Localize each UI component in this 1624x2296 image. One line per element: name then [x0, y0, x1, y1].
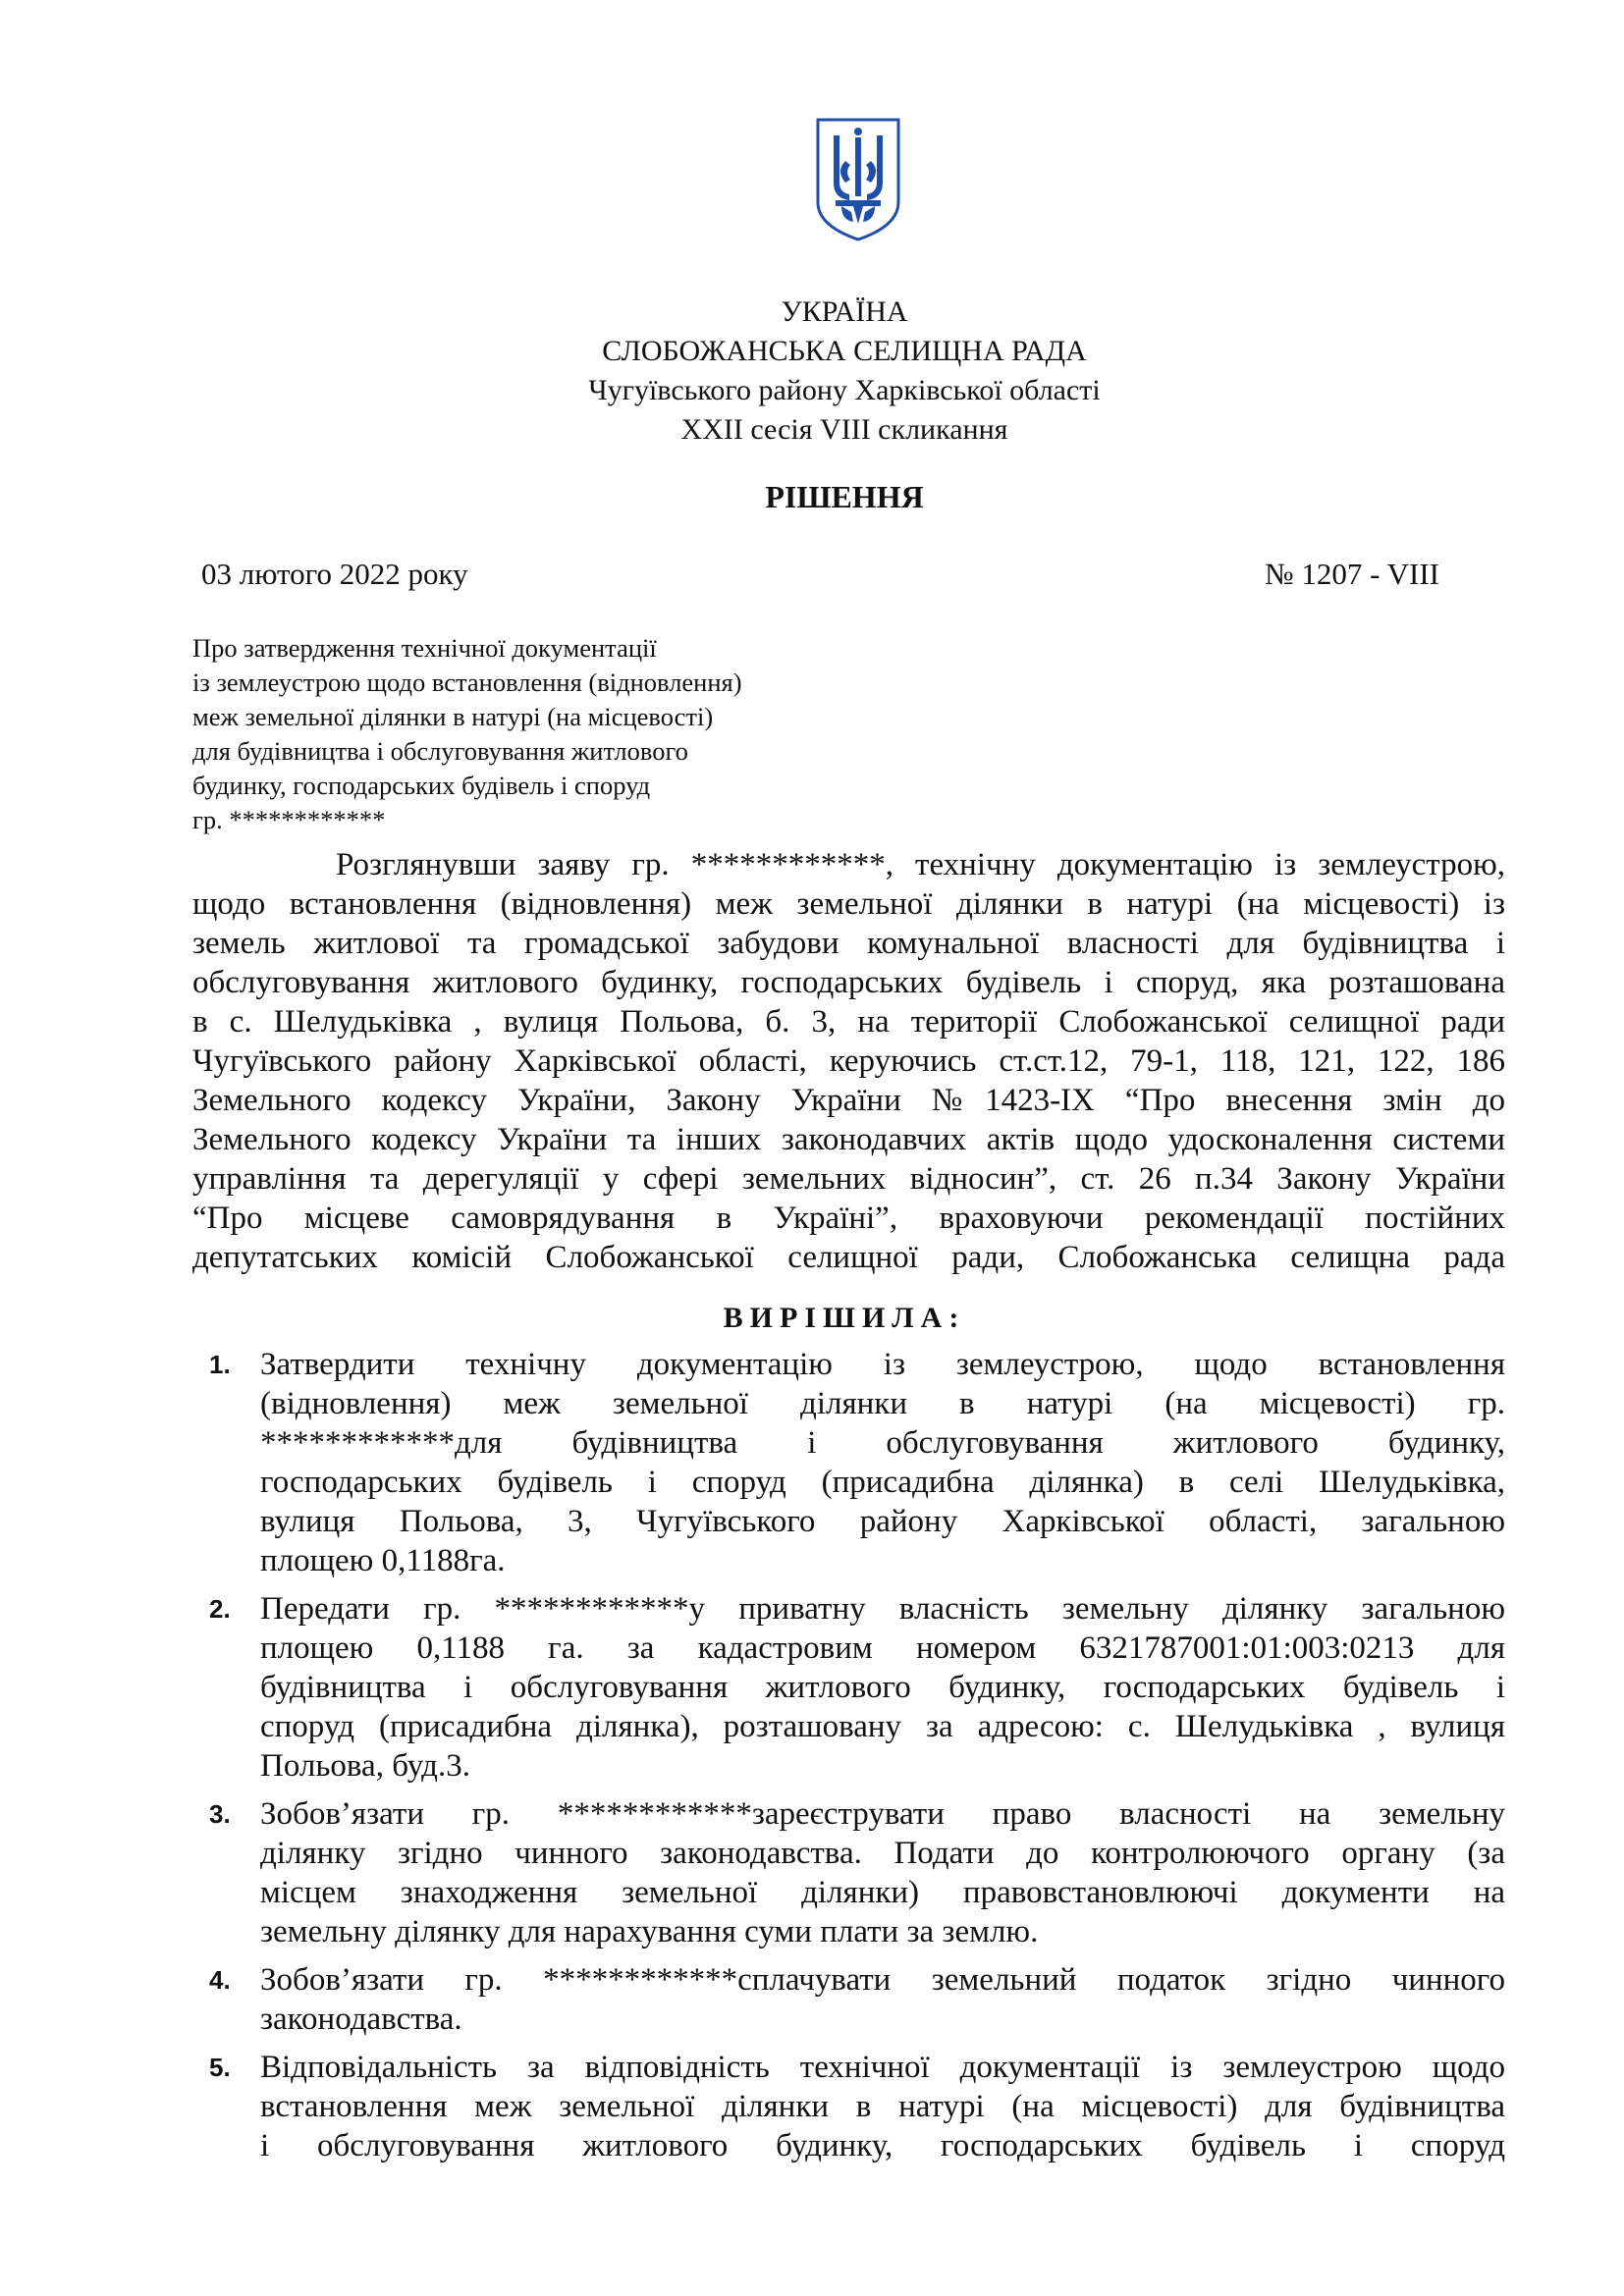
item-number: 2. [209, 1594, 231, 1624]
subject-line: гр. ************ [192, 805, 386, 834]
decision-item [209, 2048, 1505, 2165]
preamble-line: управління та дерегуляції у сфері земельних відносин”, ст. 26 п.34 Закону України [192, 1161, 1505, 1197]
preamble-line: щодо встановлення (відновлення) меж земельної ділянки в натурі (на місцевості) із [192, 886, 1505, 922]
item-line: Зобов’язати гр. ************сплачувати земельний податок згідно чинного [260, 1962, 1505, 1998]
preamble-paragraph [192, 845, 1505, 1277]
item-number: 4. [209, 1965, 231, 1995]
decision-item [209, 1589, 1505, 1786]
decision-item [209, 1345, 1505, 1580]
district-name: Чугуївського району Харківської області [588, 374, 1101, 406]
preamble-line: Чугуївського району Харківської області, керуючись ст.ст.12, 79-1, 118, 121, 122, 186 [192, 1043, 1505, 1079]
decision-item [209, 1960, 1505, 2039]
preamble-line: депутатських комісій Слобожанської селищної ради, Слобожанська селищна рада [192, 1240, 1505, 1275]
item-line: господарських будівель і споруд (присадибна ділянка) в селі Шелудьківка, [260, 1465, 1505, 1500]
decision-date: 03 лютого 2022 року [201, 557, 468, 591]
item-line: місцем знаходження земельної ділянки) правовстановлюючі документи на [260, 1875, 1505, 1910]
item-line: споруд (присадибна ділянка), розташовану за адресою: с. Шелудьківка , вулиця [260, 1709, 1505, 1744]
item-line: Польова, буд.3. [260, 1748, 470, 1784]
decided-heading: ВИРІШИЛА: [723, 1302, 966, 1334]
decision-subject [192, 631, 899, 837]
item-line: ************для будівництва і обслуговування житлового будинку, [260, 1425, 1505, 1461]
decision-number: № 1207 - VIII [1265, 557, 1439, 591]
item-line: встановлення меж земельної ділянки в натурі (на місцевості) для будівництва [260, 2089, 1505, 2124]
subject-line: Про затвердження технічної документації [192, 633, 657, 663]
item-line: ділянку згідно чинного законодавства. Подати до контролюючого органу (за [260, 1836, 1505, 1871]
item-line: площею 0,1188га. [260, 1543, 506, 1578]
session-info: XXII сесія VIII скликання [680, 413, 1008, 446]
preamble-line: земель житлової та громадської забудови комунальної власності для будівництва і [192, 926, 1505, 961]
subject-line: для будівництва і обслуговування житлового [192, 736, 688, 766]
item-line: Відповідальність за відповідність технічної документації із землеустрою щодо [260, 2050, 1505, 2085]
council-name: СЛОБОЖАНСЬКА СЕЛИЩНА РАДА [602, 335, 1087, 367]
preamble-line: Земельного кодексу України, Закону України №1423-IX “Про внесення змін до [192, 1083, 1505, 1118]
country-name: УКРАЇНА [781, 295, 908, 328]
item-line: земельну ділянку для нарахування суми плати за землю. [260, 1914, 1039, 1949]
decision-item [209, 1794, 1505, 1951]
subject-line: меж земельної ділянки в натурі (на місцевості) [192, 702, 714, 731]
item-line: Затвердити технічну документацію із землеустрою, щодо встановлення [260, 1347, 1505, 1382]
preamble-line: “Про місцеве самоврядування в Україні”, враховуючи рекомендації постійних [192, 1201, 1505, 1236]
item-line: законодавства. [260, 2002, 462, 2037]
subject-line: будинку, господарських будівель і споруд [192, 771, 651, 800]
document-header [0, 293, 1624, 450]
item-line: Зобов’язати гр. ************зареєструвати право власності на земельну [260, 1796, 1505, 1832]
item-number: 3. [209, 1799, 231, 1829]
preamble-line: Розглянувши заяву гр. ************, технічну документацію із землеустрою, [336, 847, 1505, 882]
item-number: 1. [209, 1350, 231, 1379]
subject-line: із землеустрою щодо встановлення (відновлення) [192, 667, 742, 697]
item-line: Передати гр. ************у приватну власність земельну ділянку загальною [260, 1591, 1505, 1627]
document-title: РІШЕННЯ [765, 479, 924, 514]
preamble-line: Земельного кодексу України та інших законодавчих актів щодо удосконалення системи [192, 1122, 1505, 1157]
decision-items [209, 1345, 1505, 2174]
preamble-line: обслуговування житлового будинку, господарських будівель і споруд, яка розташована [192, 965, 1505, 1000]
item-number: 5. [209, 2053, 231, 2082]
item-line: і обслуговування житлового будинку, господарських будівель і споруд [260, 2128, 1505, 2163]
coat-of-arms-of-ukraine-icon [814, 116, 902, 243]
item-line: будівництва і обслуговування житлового будинку, господарських будівель і [260, 1670, 1505, 1705]
item-line: (відновлення) меж земельної ділянки в натурі (на місцевості) гр. [260, 1386, 1505, 1421]
item-line: вулиця Польова, 3, Чугуївського району Харківської області, загальною [260, 1504, 1505, 1539]
item-line: площею 0,1188 га. за кадастровим номером 6321787001:01:003:0213 для [260, 1630, 1505, 1666]
preamble-line: в с. Шелудьківка , вулиця Польова, б. 3, на території Слобожанської селищної ради [192, 1004, 1505, 1040]
